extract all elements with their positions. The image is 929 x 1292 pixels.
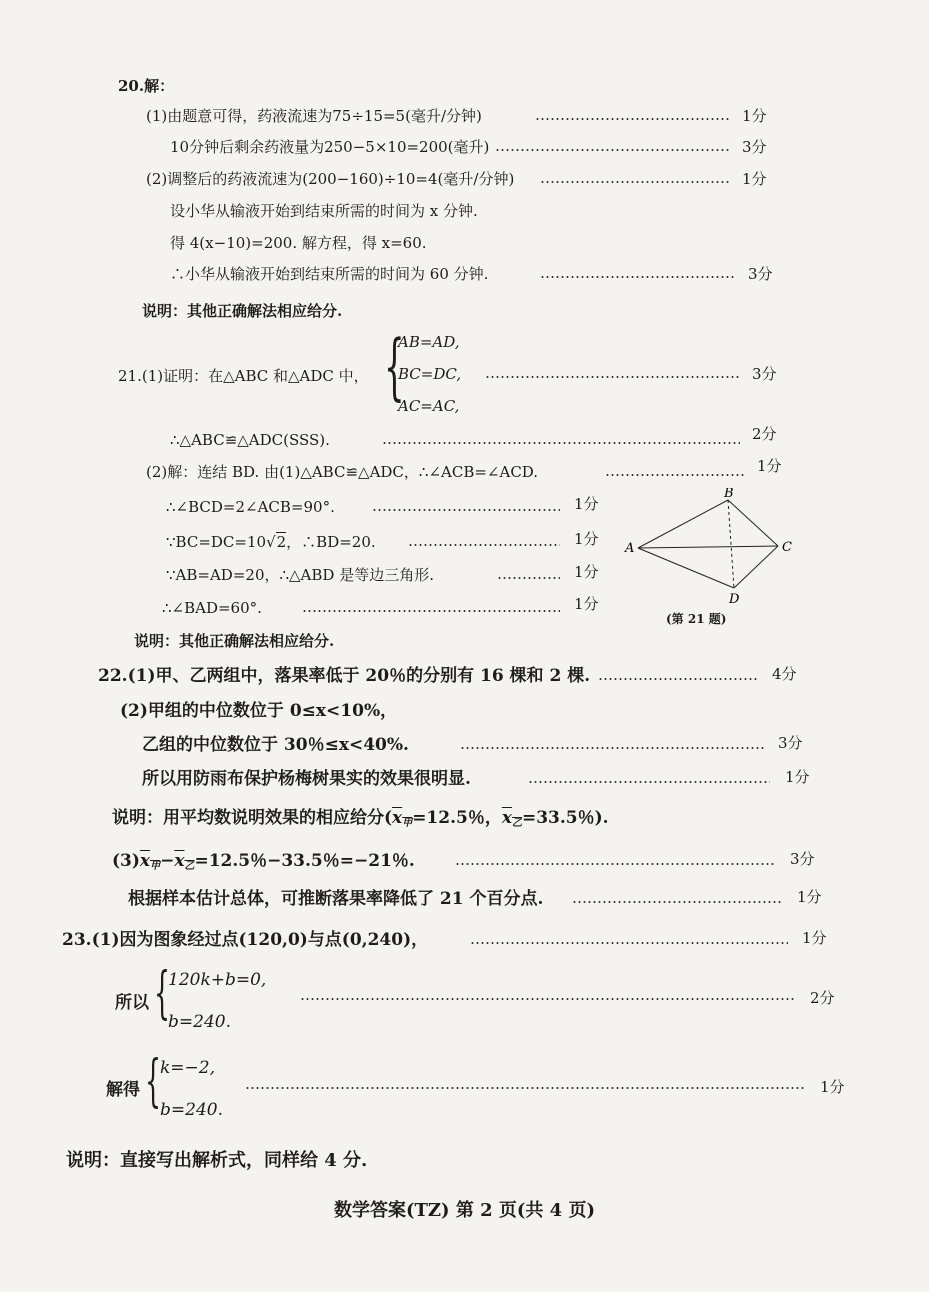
segment-da — [638, 548, 734, 588]
q20-p2-line4: ∴小华从输液开始到结束所需的时间为 60 分钟. — [170, 265, 489, 283]
q20-p2-line4-points: 3分 — [748, 265, 773, 283]
mean-symbol: x — [174, 851, 185, 871]
leader-dots — [535, 118, 730, 120]
leader-dots — [372, 509, 560, 511]
system-brace: { — [145, 1049, 162, 1114]
q23-so-label: 所以 — [115, 993, 149, 1013]
q23-sys2-line1: k=−2, — [160, 1058, 216, 1078]
sqrt-symbol: √ — [266, 533, 276, 551]
q23-sys2-line2: b=240. — [160, 1100, 223, 1120]
q21-congruent: ∴△ABC≌△ADC(SSS). — [170, 431, 330, 449]
segment-ac — [638, 546, 778, 548]
q22-note-mean-b — [502, 808, 522, 828]
q21-sys-line1: AB=AD, — [398, 333, 460, 351]
label-d: D — [729, 592, 740, 607]
page-footer: 数学答案(TZ) 第 2 页(共 4 页) — [334, 1200, 595, 1221]
q20-p2-line3: 得 4(x−10)=200. 解方程，得 x=60. — [170, 234, 427, 252]
leader-dots — [598, 678, 758, 680]
leader-dots — [495, 149, 730, 151]
q21-p2-line2-points: 1分 — [574, 495, 599, 513]
leader-dots — [300, 998, 795, 1000]
leader-dots — [572, 901, 782, 903]
label-c: C — [782, 540, 792, 555]
leader-dots — [470, 942, 788, 944]
q21-congruent-points: 2分 — [752, 425, 777, 443]
subscript: 甲 — [150, 861, 161, 872]
q23-solve-label: 解得 — [106, 1080, 140, 1100]
subscript: 甲 — [402, 818, 413, 829]
q23-sys1-line2: b=240. — [168, 1012, 231, 1032]
mean-symbol: x — [501, 808, 512, 828]
q23-p1-points: 1分 — [802, 929, 827, 947]
q21-p2-line2: ∴∠BCD=2∠ACB=90°. — [166, 498, 335, 516]
leader-dots — [605, 474, 745, 476]
q20-p2-line1: (2)调整后的药液流速为(200−160)÷10=4(毫升/分钟) — [146, 170, 515, 188]
leader-dots — [382, 442, 740, 444]
q23-sys1-line1: 120k+b=0, — [168, 970, 267, 990]
q22-p2-line3-points: 1分 — [785, 768, 810, 786]
q21-p2-line5-points: 1分 — [574, 595, 599, 613]
segment-bc — [728, 500, 778, 546]
q22-p3-mean-b — [174, 851, 194, 871]
q22-p1-points: 4分 — [772, 665, 797, 683]
q22-p3-points: 3分 — [790, 850, 815, 868]
leader-dots — [302, 610, 560, 612]
q22-note-end: =33.5％). — [521, 808, 609, 828]
leader-dots — [460, 747, 765, 749]
q22-p2-line2-points: 3分 — [778, 734, 803, 752]
leader-dots — [408, 544, 560, 546]
q23-sys1-points: 2分 — [810, 989, 835, 1007]
q21-p2-line4-points: 1分 — [574, 563, 599, 581]
q21-p2-line4: ∵AB=AD=20，∴△ABD 是等边三角形. — [166, 566, 434, 584]
q21-p2-line3-part2: ，∴BD=20. — [286, 533, 376, 551]
mean-symbol: x — [139, 851, 151, 871]
segment-bd — [728, 500, 734, 588]
q23-p1: 23.(1)因为图象经过点(120,0)与点(0,240)， — [62, 930, 429, 950]
leader-dots — [497, 577, 560, 579]
label-a: A — [625, 541, 635, 556]
q20-label: 20.解： — [118, 77, 175, 95]
segment-ab — [638, 500, 728, 548]
q20-p2-line1-points: 1分 — [742, 170, 767, 188]
q22-p1: 22.(1)甲、乙两组中，落果率低于 20％的分别有 16 棵和 2 棵. — [98, 666, 591, 686]
q20-note: 说明：其他正确解法相应给分. — [142, 302, 343, 320]
q20-p1-line1: (1)由题意可得，药液流速为75÷15=5(毫升/分钟) — [146, 107, 482, 125]
q21-p2-line1: (2)解：连结 BD. 由(1)△ABC≌△ADC，∴∠ACB=∠ACD. — [146, 463, 539, 481]
q21-p2-line5: ∴∠BAD=60°. — [162, 599, 262, 617]
q23-note: 说明：直接写出解析式，同样给 4 分. — [66, 1150, 368, 1171]
segment-cd — [734, 546, 778, 588]
q22-p3-prefix: (3) — [112, 851, 140, 871]
q21-sys-line2: BC=DC, — [398, 365, 462, 383]
leader-dots — [245, 1087, 805, 1089]
subscript: 乙 — [184, 861, 195, 872]
q21-label: 21.(1)证明：在△ABC 和△ADC 中， — [118, 367, 369, 385]
q22-p3-line2: 根据样本估计总体，可推断落果率降低了 21 个百分点. — [128, 889, 544, 909]
q22-note-mid: =12.5％， — [412, 808, 502, 828]
q20-p2-line2: 设小华从输液开始到结束所需的时间为 x 分钟. — [170, 202, 478, 220]
q22-note-mean-a — [392, 808, 412, 828]
q21-p2-line3-part1: ∵BC=DC=10 — [166, 533, 267, 551]
leader-dots — [540, 181, 730, 183]
q22-p3-rest: =12.5％−33.5％=−21％. — [194, 851, 415, 871]
label-b: B — [724, 488, 734, 501]
q22-p2-line2: 乙组的中位数位于 30％≤x<40%. — [142, 735, 409, 755]
q20-p1-line1-points: 1分 — [742, 107, 767, 125]
q21-p2-line1-points: 1分 — [757, 457, 782, 475]
leader-dots — [455, 863, 775, 865]
leader-dots — [485, 376, 740, 378]
subscript: 乙 — [511, 818, 522, 829]
q22-p2-line1: (2)甲组的中位数位于 0≤x<10%， — [120, 701, 398, 721]
system-brace: { — [154, 961, 171, 1026]
q21-p2-line3-radicand: 2 — [276, 533, 287, 551]
q22-p3 — [112, 851, 415, 877]
q22-p2-line3: 所以用防雨布保护杨梅树果实的效果很明显. — [142, 769, 471, 789]
system-brace: { — [384, 324, 405, 408]
minus-sign: − — [160, 851, 175, 871]
q21-sys-points: 3分 — [752, 365, 777, 383]
q21-p2-line3-points: 1分 — [574, 530, 599, 548]
q21-p2-line3 — [166, 532, 376, 552]
q21-sys-line3: AC=AC, — [398, 397, 460, 415]
q22-note — [112, 808, 609, 834]
leader-dots — [528, 781, 770, 783]
q21-note: 说明：其他正确解法相应给分. — [134, 632, 335, 650]
q21-figure-caption: (第 21 题) — [666, 612, 727, 626]
q20-p1-line2: 10分钟后剩余药液量为250−5×10=200(毫升) — [170, 138, 490, 156]
q22-p3-line2-points: 1分 — [797, 888, 822, 906]
q23-sys2-points: 1分 — [820, 1078, 845, 1096]
mean-symbol: x — [392, 808, 403, 828]
q22-p3-mean-a — [140, 851, 160, 871]
q20-p1-line2-points: 3分 — [742, 138, 767, 156]
leader-dots — [540, 276, 735, 278]
q22-note-prefix: 说明：用平均数说明效果的相应给分( — [112, 808, 393, 828]
